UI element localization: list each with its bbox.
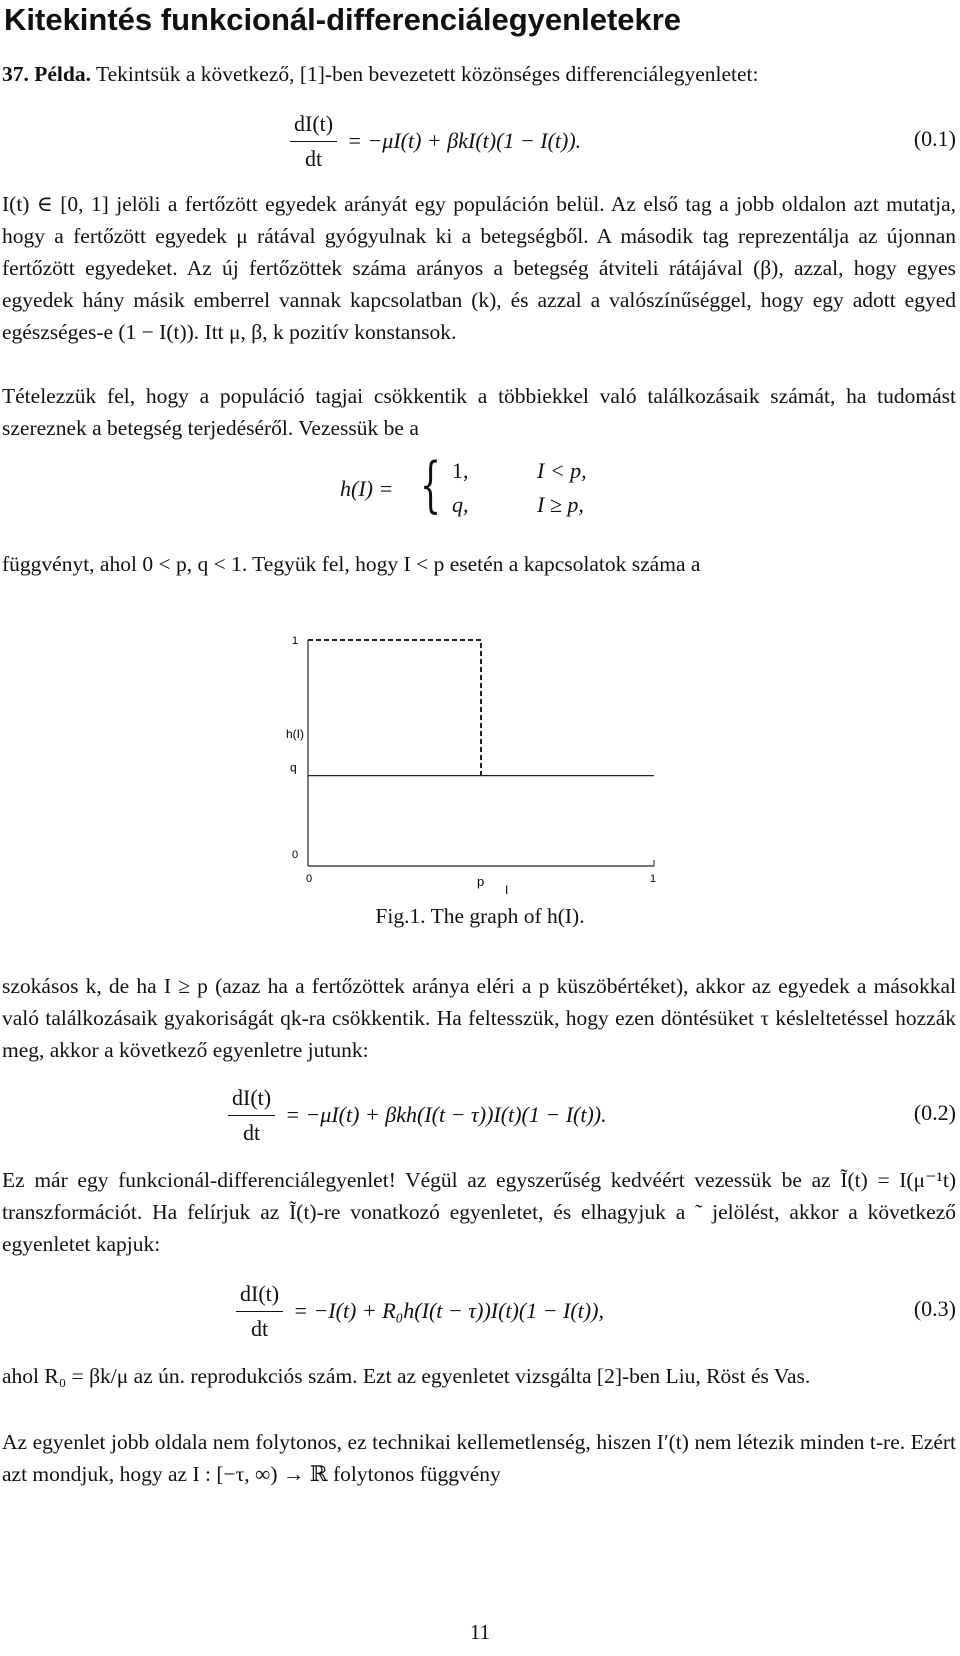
y-tick-1: 1	[292, 635, 299, 647]
equation-0-2	[0, 1080, 960, 1150]
y-axis-label: h(I)	[286, 727, 304, 741]
example-text: Tekintsük a következő, [1]-ben bevezetett közönséges differenciálegyenletet:	[95, 62, 759, 86]
paragraph-7: Az egyenlet jobb oldala nem folytonos, ez technikai kellemetlenség, hiszen I′(t) nem létezik minden t-re. Ezért azt mondjuk, hogy az I : [−τ, ∞) → ℝ folytonos függvény	[2, 1430, 956, 1486]
paragraph-1: I(t) ∈ [0, 1] jelöli a fertőzött egyedek arányát egy populáción belül. Az első tag a jobb oldalon azt mutatja, hogy a fertőzött egyedek μ rátával gyógyulnak ki a betegségből. A második tag reprezentálja az újonnan fertőzött egyedeket. Az új fertőzöttek száma arányos a betegség átviteli rátájával (β), azzal, hogy egyes egyedek hány másik emberrel vannak kapcsolatban (k), és azzal a valószínűséggel, hogy egy adott egyed egészséges-e (1 − I(t)). Itt μ, β, k pozitív konstansok.	[2, 192, 956, 344]
equation-0-1	[0, 106, 960, 176]
piecewise-lhs: h(I) =	[340, 476, 394, 501]
paragraph-3: függvényt, ahol 0 < p, q < 1. Tegyük fel, hogy I < p esetén a kapcsolatok száma a	[2, 552, 701, 576]
paragraph-5: Ez már egy funkcionál-differenciálegyenlet! Végül az egyszerűség kedvéért vezessük be az Ĩ(t) = I(μ⁻¹t) transzformációt. Ha felírjuk az Ĩ(t)-re vonatkozó egyenletet, és elhagyjuk a ˜ jelölést, akkor a következő egyenletet kapjuk:	[2, 1168, 956, 1256]
eq2-rhs: = −μI(t) + βkh(I(t − τ))I(t)(1 − I(t)).	[285, 1102, 607, 1127]
paragraph-2: Tételezzük fel, hogy a populáció tagjai csökkentik a többiekkel való találkozásaik számát, ha tudomást szereznek a betegség terjedéséről. Vezessük be a	[2, 384, 956, 440]
section-heading: Kitekintés funkcionál-differenciálegyenletekre	[4, 2, 682, 37]
piecewise-case-1	[452, 458, 587, 484]
h-function-chart	[0, 628, 960, 898]
eq2-numerator: dI(t)	[228, 1085, 275, 1116]
case2-condition: I ≥ p,	[537, 492, 584, 517]
x-tick-p: p	[477, 874, 485, 889]
eq3-rhs: = −I(t) + R₀h(I(t − τ))I(t)(1 − I(t)),	[293, 1298, 604, 1323]
case1-condition: I < p,	[537, 458, 587, 483]
x-tick-0: 0	[306, 873, 313, 885]
h-series-line	[308, 640, 481, 776]
x-tick-1: 1	[650, 873, 657, 885]
paragraph-6: ahol R₀ = βk/μ az ún. reprodukciós szám. Ezt az egyenletet vizsgálta [2]-ben Liu, Röst és Vas.	[2, 1364, 811, 1388]
eq3-fraction	[236, 1281, 283, 1342]
y-tick-q: q	[290, 760, 297, 775]
x-axis-label: I	[505, 883, 509, 897]
eq1-rhs: = −μI(t) + βkI(t)(1 − I(t)).	[347, 128, 582, 153]
case1-value: 1,	[452, 458, 469, 483]
eq2-fraction	[228, 1085, 275, 1146]
eq2-denominator: dt	[242, 1119, 261, 1145]
eq3-tag: (0.3)	[913, 1296, 956, 1321]
piecewise-definition	[340, 450, 740, 528]
piecewise-case-2	[452, 492, 584, 518]
case2-value: q,	[452, 492, 469, 517]
eq1-tag: (0.1)	[913, 126, 956, 151]
paragraph-4: szokásos k, de ha I ≥ p (azaz ha a fertőzöttek aránya eléri a p küszöbértéket), akkor az egyedek a másokkal való találkozásaik gyakoriságát qk-ra csökkentik. Ha feltesszük, hogy ezen döntésüket τ késleltetéssel hozzák meg, akkor a következő egyenletre jutunk:	[2, 974, 956, 1062]
eq1-denominator: dt	[304, 145, 323, 171]
y-tick-0: 0	[292, 849, 299, 861]
eq1-fraction	[290, 111, 337, 172]
figure-caption: Fig.1. The graph of h(I).	[375, 904, 585, 928]
left-brace: {	[420, 450, 442, 520]
figure-h-graph	[0, 628, 960, 898]
example-intro	[2, 58, 956, 90]
eq2-tag: (0.2)	[913, 1100, 956, 1125]
eq3-numerator: dI(t)	[236, 1281, 283, 1312]
example-label: 37. Példa.	[2, 62, 91, 86]
page-number: 11	[469, 1620, 491, 1644]
eq1-numerator: dI(t)	[290, 111, 337, 142]
equation-0-3	[0, 1276, 960, 1346]
eq3-denominator: dt	[250, 1315, 269, 1341]
